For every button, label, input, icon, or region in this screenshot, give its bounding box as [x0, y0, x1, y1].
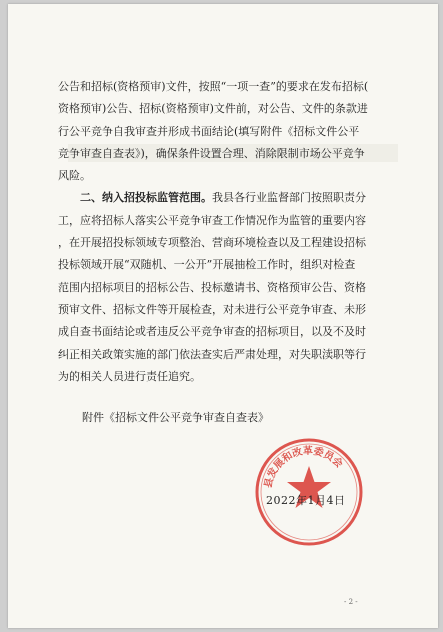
paragraph-line: 行公平竞争自我审查并形成书面结论(填写附件《招标文件公平 — [58, 124, 360, 138]
document-body — [58, 76, 408, 388]
document-date: 2022年1月4日 — [266, 494, 346, 507]
paragraph-line: 工，应将招标人落实公平竞争审查工作情况作为监管的重要内容 — [58, 213, 366, 227]
section-2-text: 我县各行业监督部门按照职责分 — [212, 191, 366, 205]
paragraph-line: 纠正相关政策实施的部门依法查实后严肃处理，对失职渎职等行 — [58, 347, 366, 361]
paragraph-line: 竞争审查自查表》)，确保条件设置合理、消除限制市场公平竞争 — [58, 146, 365, 160]
section-2-heading: 二、纳入招投标监管范围。 — [80, 191, 212, 205]
paragraph-line: 成自查书面结论或者违反公平竞争审查的招标项目，以及不及时 — [58, 325, 366, 339]
section-2-first-line — [58, 187, 408, 209]
page-number: - 2 - — [344, 598, 358, 606]
attachment-note: 附件《招标文件公平竞争审查自查表》 — [82, 411, 269, 424]
paragraph-line: 资格预审)公告、招标(资格预审)文件前，对公告、文件的条款进 — [58, 102, 368, 116]
paragraph-line: 公告和招标(资格预审)文件，按照“一项一查”的要求在发布招标( — [58, 80, 369, 93]
paragraph-line: 投标领域开展“双随机、一公开”开展抽检工作时，组织对检查 — [58, 258, 356, 272]
paragraph-line: 为的相关人员进行责任追究。 — [58, 369, 201, 383]
svg-text:县发展和改革委员会: 县发展和改革委员会 — [263, 445, 345, 490]
paragraph-line: 预审文件、招标文件等开展检查，对未进行公平竞争审查、未形 — [58, 302, 366, 316]
document-page — [8, 4, 438, 628]
paragraph-line: 范围内招标项目的招标公告、投标邀请书、资格预审公告、资格 — [58, 280, 366, 294]
paragraph-line: 风险。 — [58, 169, 91, 183]
paragraph-line: ，在开展招投标领域专项整治、营商环境检查以及工程建设招标 — [58, 236, 366, 250]
